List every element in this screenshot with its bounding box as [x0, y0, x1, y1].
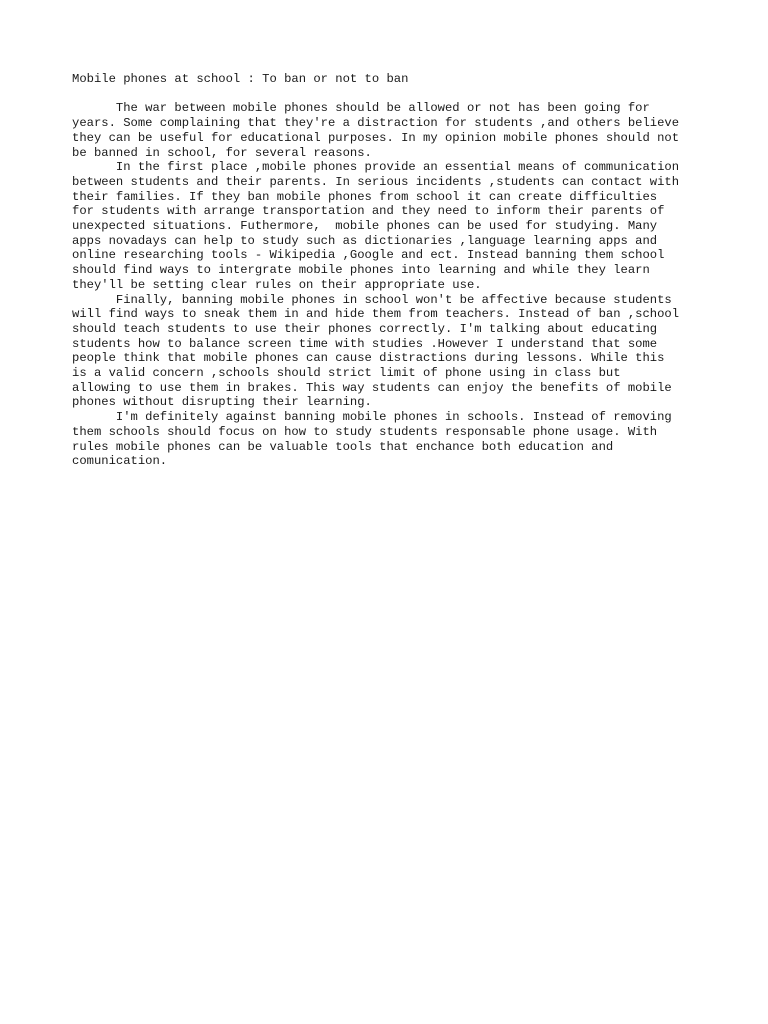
text-line: In the first place ,mobile phones provide an essential means of communication	[72, 160, 680, 175]
text-line: phones without disrupting their learning.	[72, 395, 372, 410]
document-title: Mobile phones at school : To ban or not to ban	[72, 72, 409, 86]
text-line: them schools should focus on how to study students responsable phone usage. With	[72, 424, 658, 439]
text-line: years. Some complaining that they're a distraction for students ,and others believe	[72, 116, 680, 131]
text-line: should teach students to use their phones correctly. I'm talking about educating	[72, 321, 658, 336]
text-line: comunication.	[72, 454, 168, 469]
text-line: they'll be setting clear rules on their appropriate use.	[72, 277, 482, 292]
text-line: The war between mobile phones should be allowed or not has been going for	[72, 101, 650, 116]
text-line: Finally, banning mobile phones in school won't be affective because students	[72, 292, 672, 307]
text-line: people think that mobile phones can cause distractions during lessons. While this	[72, 351, 665, 366]
text-line: is a valid concern ,schools should strict limit of phone using in class but	[72, 366, 621, 381]
text-line: students how to balance screen time with studies .However I understand that some	[72, 336, 658, 351]
text-line: will find ways to sneak them in and hide them from teachers. Instead of ban ,school	[72, 307, 680, 322]
text-line: they can be useful for educational purposes. In my opinion mobile phones should not	[72, 130, 680, 145]
text-line: apps novadays can help to study such as dictionaries ,language learning apps and	[72, 233, 658, 248]
text-line: should find ways to intergrate mobile phones into learning and while they learn	[72, 263, 650, 278]
document-page	[72, 72, 712, 469]
text-line: be banned in school, for several reasons.	[72, 145, 372, 160]
text-line: rules mobile phones can be valuable tools that enchance both education and	[72, 439, 614, 454]
document-body	[72, 101, 712, 469]
text-line: online researching tools - Wikipedia ,Google and ect. Instead banning them school	[72, 248, 665, 263]
text-line: between students and their parents. In serious incidents ,students can contact with	[72, 174, 680, 189]
blank-line	[72, 87, 712, 102]
text-line: for students with arrange transportation and they need to inform their parents of	[72, 204, 665, 219]
text-line: allowing to use them in brakes. This way students can enjoy the benefits of mobile	[72, 380, 672, 395]
text-line: unexpected situations. Futhermore, mobile phones can be used for studying. Many	[72, 219, 658, 234]
text-line: their families. If they ban mobile phones from school it can create difficulties	[72, 189, 658, 204]
text-line: I'm definitely against banning mobile phones in schools. Instead of removing	[72, 410, 672, 425]
